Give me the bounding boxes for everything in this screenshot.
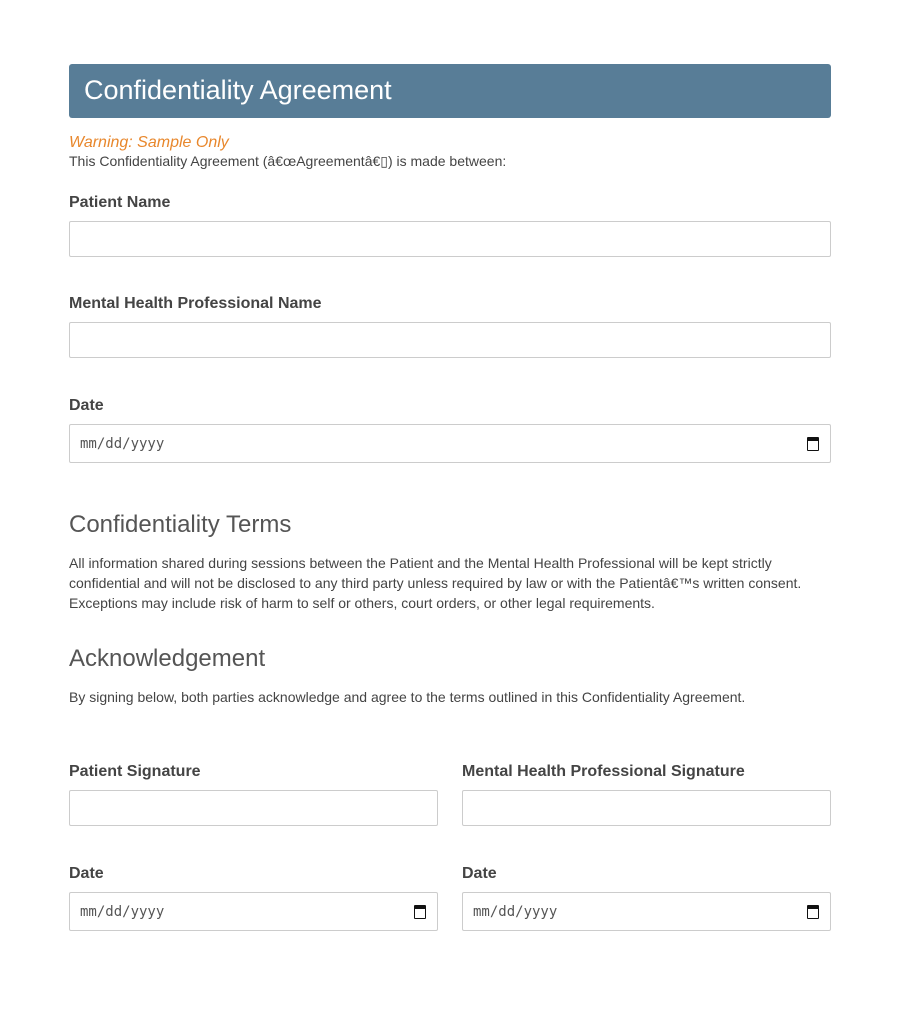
date-input[interactable] — [69, 424, 831, 463]
professional-signature-input[interactable] — [462, 790, 831, 826]
date-placeholder: mm/dd/yyyy — [473, 903, 558, 920]
patient-name-label: Patient Name — [69, 194, 171, 211]
page-title: Confidentiality Agreement — [69, 64, 831, 118]
ack-text: By signing below, both parties acknowledge and agree to the terms outlined in this Confidentiality Agreement. — [69, 689, 746, 705]
calendar-icon[interactable] — [414, 905, 426, 919]
professional-date-input[interactable] — [462, 892, 831, 931]
date-placeholder: mm/dd/yyyy — [80, 435, 165, 452]
terms-heading: Confidentiality Terms — [69, 511, 292, 538]
patient-signature-input[interactable] — [69, 790, 438, 826]
date-placeholder: mm/dd/yyyy — [80, 903, 165, 920]
calendar-icon[interactable] — [807, 437, 819, 451]
patient-date-input[interactable] — [69, 892, 438, 931]
professional-date-label: Date — [462, 865, 497, 882]
warning-text: Warning: Sample Only — [69, 134, 229, 151]
terms-text: All information shared during sessions between the Patient and the Mental Health Professional will be kept strictly confidential and will not be disclosed to any third party unless required by law or with the Patientâ€™s written consent. Exceptions may include risk of harm to self or others, court orders, or other legal requirements. — [69, 555, 802, 611]
professional-signature-label: Mental Health Professional Signature — [462, 763, 745, 780]
agreement-form — [69, 64, 831, 931]
ack-heading: Acknowledgement — [69, 645, 266, 672]
professional-name-label: Mental Health Professional Name — [69, 295, 322, 312]
patient-signature-label: Patient Signature — [69, 763, 201, 780]
patient-date-label: Date — [69, 865, 104, 882]
professional-name-input[interactable] — [69, 322, 831, 358]
date-label: Date — [69, 397, 104, 414]
calendar-icon[interactable] — [807, 905, 819, 919]
intro-text: This Confidentiality Agreement (â€œAgreementâ€▯) is made between: — [69, 153, 507, 169]
patient-name-input[interactable] — [69, 221, 831, 257]
